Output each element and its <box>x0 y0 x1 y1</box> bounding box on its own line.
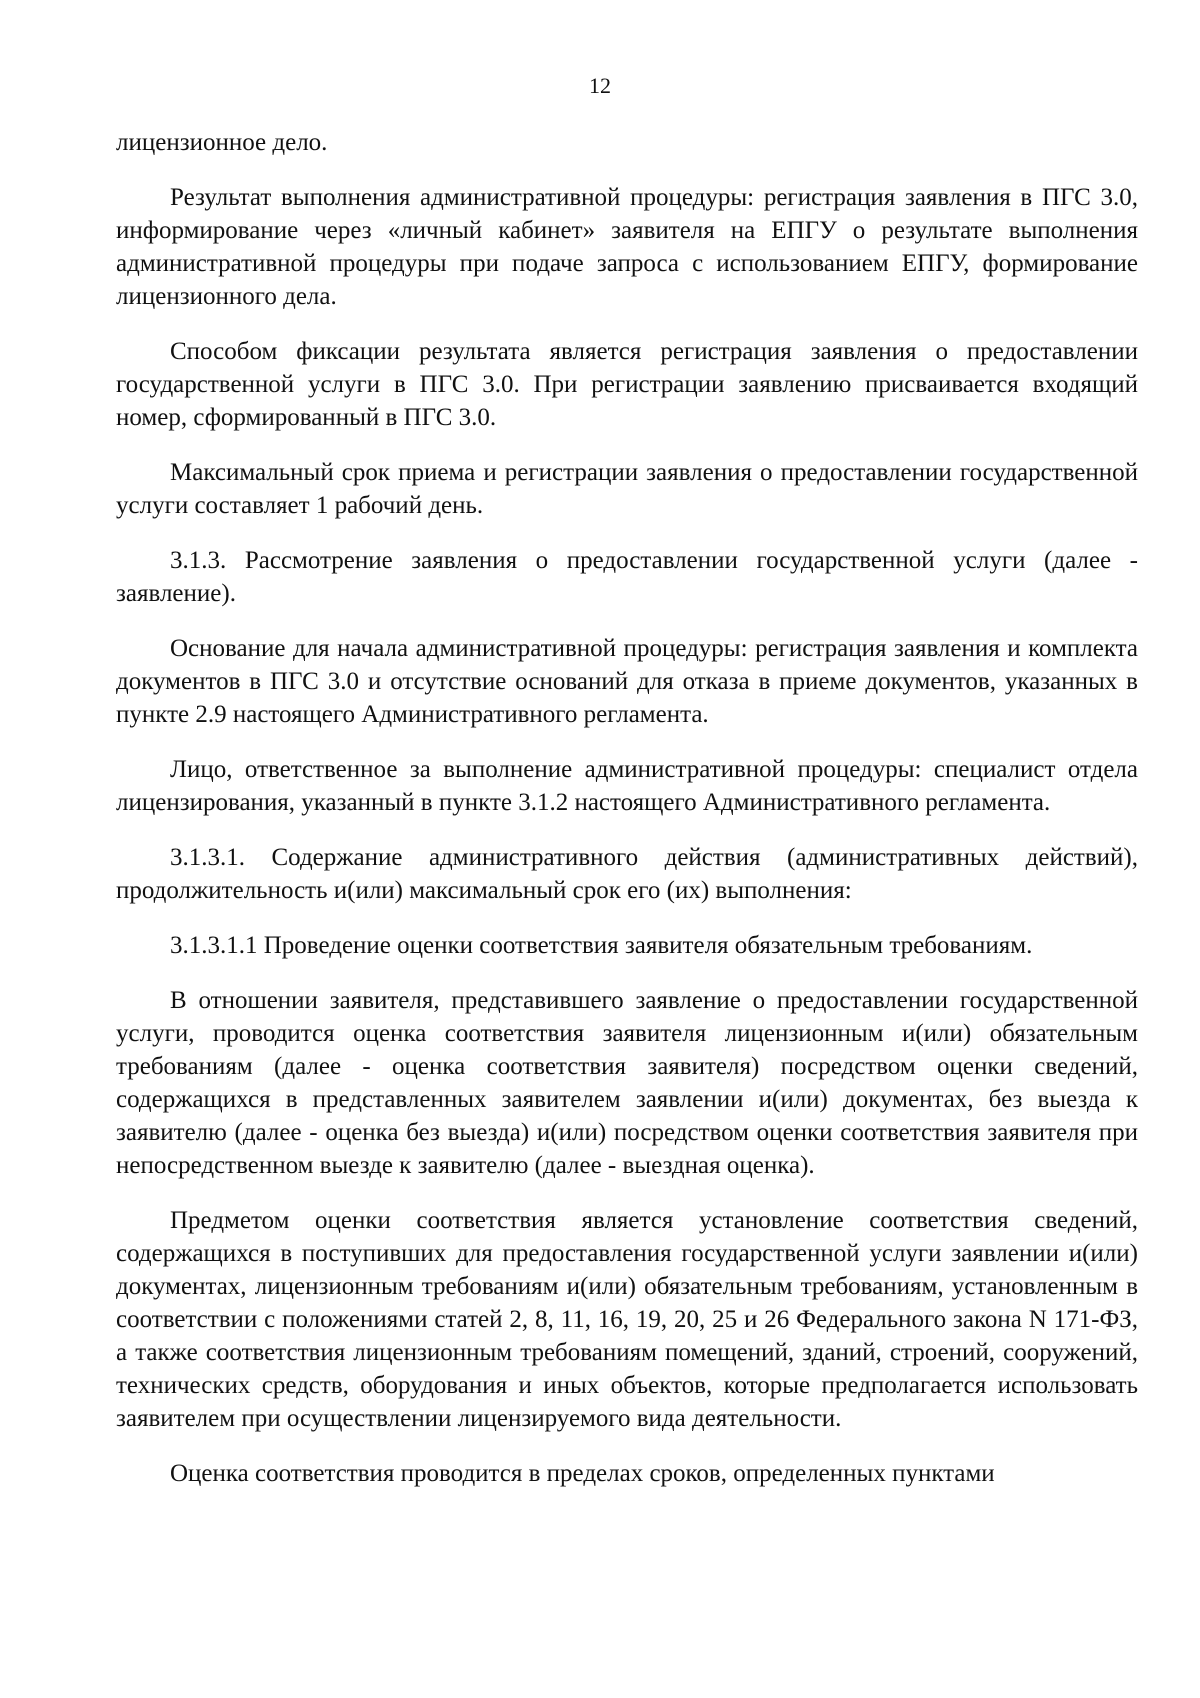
page-number: 12 <box>589 73 611 98</box>
paragraph-procedure-basis: Основание для начала административной процедуры: регистрация заявления и комплекта документов в ПГС 3.0 и отсутствие оснований для отказа в приеме документов, указанных в пункте 2.9 настоящего Административного регламента. <box>116 635 1138 728</box>
paragraph-max-term: Максимальный срок приема и регистрации заявления о предоставлении государственной услуги составляет 1 рабочий день. <box>116 459 1138 519</box>
paragraph-assessment-terms: Оценка соответствия проводится в пределах сроков, определенных пунктами <box>170 1460 995 1487</box>
paragraph-procedure-result: Результат выполнения административной процедуры: регистрация заявления в ПГС 3.0, информирование через «личный кабинет» заявителя на ЕПГУ о результате выполнения административной процедуры при подаче запроса с использованием ЕПГУ, формирование лицензионного дела. <box>116 184 1138 310</box>
paragraph-conformity-assessment: В отношении заявителя, представившего заявление о предоставлении государственной услуги, проводится оценка соответствия заявителя лицензионным и(или) обязательным требованиям (далее - оценка соответствия заявителя) посредством оценки сведений, содержащихся в представленных заявителем заявлении и(или) документах, без выезда к заявителю (далее - оценка без выезда) и(или) посредством оценки соответствия заявителя при непосредственном выезде к заявителю (далее - выездная оценка). <box>116 987 1138 1179</box>
paragraph-fixation-method: Способом фиксации результата является регистрация заявления о предоставлении государственной услуги в ПГС 3.0. При регистрации заявлению присваивается входящий номер, сформированный в ПГС 3.0. <box>116 338 1138 431</box>
paragraph-continuation: лицензионное дело. <box>116 129 328 156</box>
page-body <box>116 126 1138 1490</box>
paragraph-section-3-1-3-1-1: 3.1.3.1.1 Проведение оценки соответствия заявителя обязательным требованиям. <box>170 932 1033 959</box>
paragraph-section-3-1-3-1: 3.1.3.1. Содержание административного действия (административных действий), продолжительность и(или) максимальный срок его (их) выполнения: <box>116 844 1138 904</box>
paragraph-assessment-subject: Предметом оценки соответствия является установление соответствия сведений, содержащихся в поступивших для предоставления государственной услуги заявлении и(или) документах, лицензионным требованиям и(или) обязательным требованиям, установленным в соответствии с положениями статей 2, 8, 11, 16, 19, 20, 25 и 26 Федерального закона N 171-ФЗ, а также соответствия лицензионным требованиям помещений, зданий, строений, сооружений, технических средств, оборудования и иных объектов, которые предполагается использовать заявителем при осуществлении лицензируемого вида деятельности. <box>116 1207 1138 1432</box>
paragraph-responsible-person: Лицо, ответственное за выполнение административной процедуры: специалист отдела лицензирования, указанный в пункте 3.1.2 настоящего Административного регламента. <box>116 756 1138 816</box>
paragraph-section-3-1-3: 3.1.3. Рассмотрение заявления о предоставлении государственной услуги (далее - заявление). <box>116 547 1138 607</box>
